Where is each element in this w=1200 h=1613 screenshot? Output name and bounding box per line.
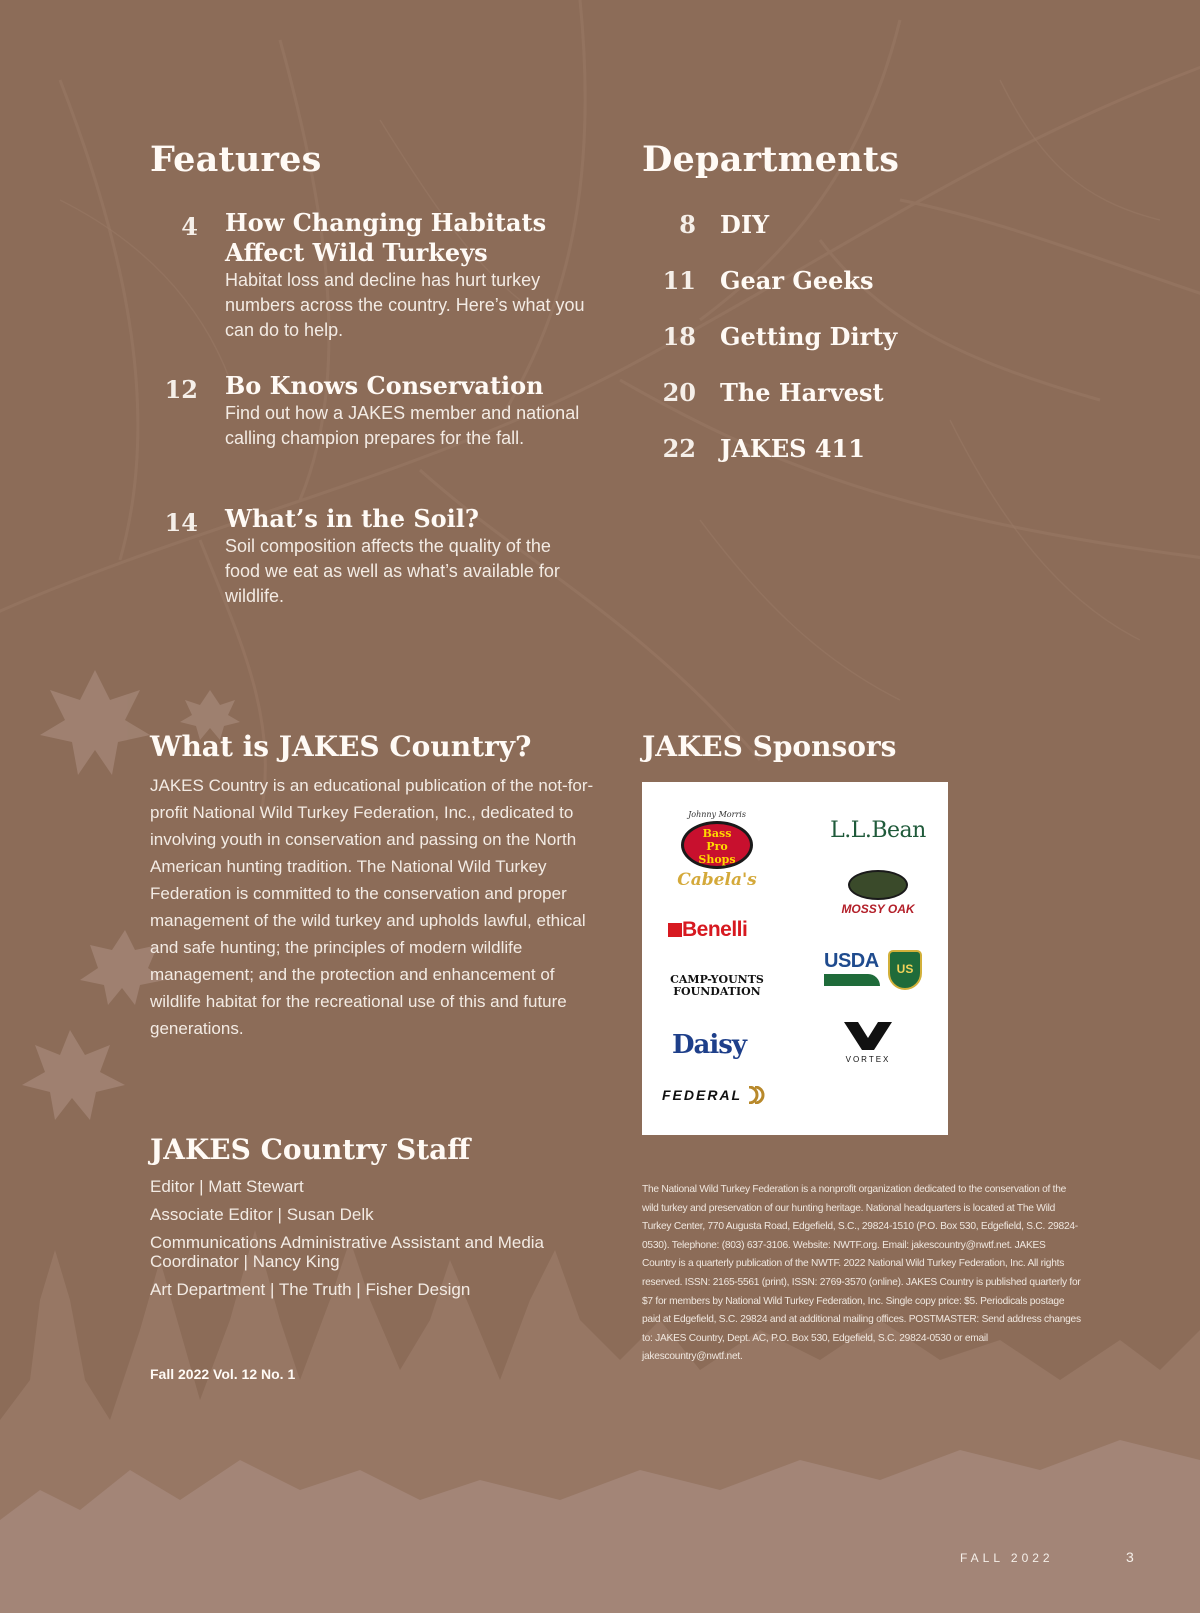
feature-page-number: 4 <box>181 212 198 241</box>
department-item[interactable] <box>650 322 1050 362</box>
staff-line: Communications Administrative Assistant and Media Coordinator | Nancy King <box>150 1233 545 1271</box>
feature-title: What’s in the Soil? <box>225 504 479 533</box>
department-item[interactable] <box>650 434 1050 474</box>
feature-item[interactable] <box>150 371 610 451</box>
bass-pro-line: Bass <box>702 827 732 840</box>
department-item[interactable] <box>650 210 1050 250</box>
benelli-logo[interactable] <box>668 918 768 942</box>
bass-pro-oval <box>681 821 753 869</box>
usda-wordmark: USDA <box>824 950 879 972</box>
department-title: Getting Dirty <box>720 322 898 351</box>
feature-page-number: 14 <box>164 508 198 537</box>
camp-younts-line: FOUNDATION <box>673 985 761 998</box>
mossy-oak-emblem <box>848 870 908 900</box>
department-page-number: 20 <box>662 378 696 407</box>
federal-mark-icon <box>747 1086 767 1104</box>
usda-field-mark <box>824 974 880 986</box>
department-title: JAKES 411 <box>720 434 865 463</box>
camp-younts-logo[interactable] <box>662 974 772 998</box>
daisy-logo[interactable] <box>672 1030 772 1060</box>
feature-description: Habitat loss and decline has hurt turkey numbers across the country. Here’s what you can do to help. <box>225 270 585 340</box>
benelli-wordmark: Benelli <box>682 918 748 941</box>
mossy-oak-wordmark: MOSSY OAK <box>841 902 915 916</box>
mossy-oak-logo[interactable] <box>828 870 928 916</box>
department-item[interactable] <box>650 266 1050 306</box>
usda-mark <box>824 950 880 990</box>
feature-title: Bo Knows Conservation <box>225 371 544 400</box>
staff-line: Associate Editor | Susan Delk <box>150 1205 374 1224</box>
llbean-logo[interactable]: L.L.Bean <box>830 818 926 843</box>
feature-page-number: 12 <box>164 375 198 404</box>
staff-heading: JAKES Country Staff <box>150 1133 471 1166</box>
feature-description: Soil composition affects the quality of the food we eat as well as what’s available for wildlife. <box>225 536 560 606</box>
staff-line: Editor | Matt Stewart <box>150 1177 304 1196</box>
daisy-wordmark: Daisy <box>672 1030 747 1060</box>
sponsors-heading: JAKES Sponsors <box>642 730 897 763</box>
usda-forest-service-logo[interactable] <box>824 950 928 994</box>
staff-list <box>150 1177 590 1308</box>
features-heading: Features <box>150 139 322 180</box>
federal-wordmark: FEDERAL <box>662 1087 743 1103</box>
department-title: DIY <box>720 210 770 239</box>
bass-pro-line: Shops <box>698 853 736 866</box>
department-page-number: 22 <box>662 434 696 463</box>
bass-pro-cabelas-logo[interactable] <box>672 810 762 898</box>
department-page-number: 8 <box>679 210 696 239</box>
vortex-mark-icon <box>840 1020 896 1052</box>
about-body: JAKES Country is an educational publication of the not-for-profit National Wild Turkey Federation, Inc., dedicated to involving youth in conservation and passing on the North American hunting tradition. The National Wild Turkey Federation is committed to the conservation and proper management of the wild turkey and upholds lawful, ethical and safe hunting; the principles of modern wildlife management; and the protection and enhancement of wildlife habitat for the recreational use of this and future generations. <box>150 776 594 1038</box>
legal-notice: The National Wild Turkey Federation is a nonprofit organization dedicated to the conservation of the wild turkey and preservation of our hunting heritage. National headquarters is located at The Wild Turkey Center, 770 Augusta Road, Edgefield, S.C., 29824-1510 (P.O. Box 530, Edgefield, S.C. 29824-0530). Telephone: (803) 637-3106. Website: NWTF.org. Email: jakescountry@nwtf.net. JAKES Country is a quarterly publication of the NWTF. 2022 National Wild Turkey Federation, Inc. All rights reserved. ISSN: 2165-5561 (print), ISSN: 2769-3570 (online). JAKES Country is published quarterly for $7 for members by National Wild Turkey Federation, Inc. Single copy price: $5. Periodicals postage paid at Edgefield, S.C. 29824 and at additional mailing offices. POSTMASTER: Send address changes to: JAKES Country, Dept. AC, P.O. Box 530, Edgefield, S.C. 29824-0530 or email jakescountry@nwtf.net. <box>642 1184 1081 1363</box>
footer-season: FALL 2022 <box>960 1551 1054 1565</box>
vortex-logo[interactable] <box>838 1020 898 1064</box>
department-item[interactable] <box>650 378 1050 418</box>
bass-pro-script: Johnny Morris <box>688 810 746 819</box>
department-title: Gear Geeks <box>720 266 874 295</box>
sponsor-logos-panel <box>642 782 948 1135</box>
feature-item[interactable] <box>150 504 610 609</box>
benelli-mark <box>668 923 682 937</box>
forest-service-shield: US <box>888 950 922 990</box>
departments-heading: Departments <box>642 139 900 180</box>
staff-line: Art Department | The Truth | Fisher Design <box>150 1280 471 1299</box>
department-page-number: 18 <box>662 322 696 351</box>
feature-title: How Changing Habitats Affect Wild Turkeys <box>225 208 547 267</box>
camp-younts-line: CAMP-YOUNTS <box>670 973 764 986</box>
federal-logo[interactable] <box>662 1086 792 1104</box>
cabelas-wordmark: Cabela's <box>677 870 757 890</box>
page-number: 3 <box>1126 1549 1134 1565</box>
feature-item[interactable] <box>150 208 610 343</box>
feature-description: Find out how a JAKES member and national calling champion prepares for the fall. <box>225 403 580 448</box>
department-page-number: 11 <box>662 266 696 295</box>
bass-pro-line: Pro <box>706 840 728 853</box>
about-heading: What is JAKES Country? <box>150 730 532 763</box>
department-title: The Harvest <box>720 378 884 407</box>
issue-info: Fall 2022 Vol. 12 No. 1 <box>150 1366 296 1382</box>
vortex-wordmark: VORTEX <box>845 1055 891 1064</box>
